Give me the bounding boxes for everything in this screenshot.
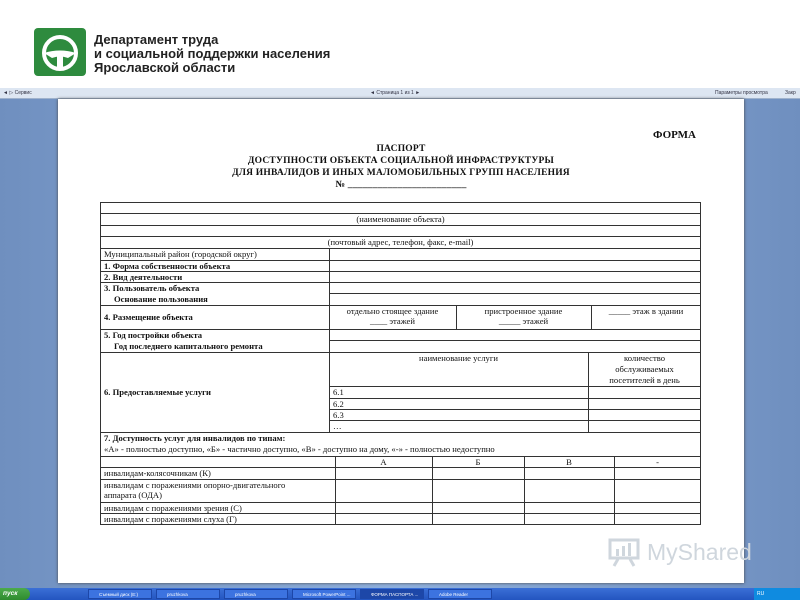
placement-option-attached-floors: _____ этажей	[498, 316, 549, 326]
taskbar-item-adobe-reader[interactable]: Adobe Reader	[428, 589, 492, 599]
start-button[interactable]: пуск	[0, 588, 30, 600]
taskbar-item-removable-disk[interactable]: Съемный диск (E:)	[88, 589, 152, 599]
form-label: ФОРМА	[653, 129, 696, 141]
language-indicator[interactable]: RU	[757, 591, 765, 597]
object-name-caption: (наименование объекта)	[356, 214, 445, 224]
passport-table	[100, 202, 701, 525]
postal-address-caption: (почтовый адрес, телефон, факс, e-mail)	[327, 237, 474, 247]
visitor-count-header-3: посетителей в день	[609, 375, 680, 385]
construction-year-label: 5. Год постройки объекта	[104, 330, 203, 340]
page-indicator: ◄ Страница 1 из 1 ►	[370, 90, 421, 96]
provided-services-label: 6. Предоставляемые услуги	[104, 387, 211, 397]
visitor-count-header-2: обслуживаемых	[615, 364, 674, 374]
view-options-button[interactable]: Параметры просмотра	[715, 90, 768, 96]
org-name-line2: и социальной поддержки населения	[94, 46, 331, 61]
doc-title-2: ДОСТУПНОСТИ ОБЪЕКТА СОЦИАЛЬНОЙ ИНФРАСТРУКТУРЫ	[247, 156, 555, 166]
doc-number-line: № ________________________	[335, 180, 467, 190]
org-name-line3: Ярославской области	[94, 60, 236, 75]
department-logo	[34, 28, 86, 76]
group-musculoskeletal-2: аппарата (ОДА)	[104, 490, 162, 500]
system-tray	[754, 588, 800, 600]
group-wheelchair: инвалидам-колясочникам (К)	[104, 468, 211, 478]
accessibility-section-label: 7. Доступность услуг для инвалидов по типам:	[104, 433, 286, 443]
placement-option-standalone-floors: ____ этажей	[370, 316, 415, 326]
presentation-icon	[607, 537, 641, 567]
service-name-header: наименование услуги	[419, 353, 498, 363]
type-column-v: В	[566, 457, 572, 467]
municipal-district-label: Муниципальный район (городской округ)	[104, 249, 257, 259]
doc-title-3: ДЛЯ ИНВАЛИДОВ И ИНЫХ МАЛОМОБИЛЬНЫХ ГРУПП НАСЕЛЕНИЯ	[232, 168, 570, 178]
type-column-a: А	[380, 457, 387, 467]
taskbar-item-powerpoint[interactable]: Microsoft PowerPoint ...	[292, 589, 356, 599]
placement-option-floor-in-building: _____ этаж в здании	[608, 306, 684, 316]
group-vision: инвалидам с поражениями зрения (С)	[104, 503, 242, 513]
document-page	[58, 99, 744, 583]
placement-option-standalone: отдельно стоящее здание	[346, 306, 439, 316]
type-column-b: Б	[475, 457, 481, 467]
type-column-dash: -	[656, 457, 659, 467]
accessibility-legend: «А» - полностью доступно, «Б» - частично доступно, «В» - доступно на дому, «-» - полностью недоступно	[104, 444, 495, 454]
service-row-3: 6.3	[333, 410, 344, 420]
organization-header	[0, 0, 800, 88]
service-row-1: 6.1	[333, 387, 344, 397]
group-musculoskeletal-1: инвалидам с поражениями опорно-двигательного	[104, 480, 286, 490]
placement-option-attached: пристроенное здание	[484, 306, 563, 316]
activity-type-label: 2. Вид деятельности	[104, 272, 183, 282]
visitor-count-header-1: количество	[623, 353, 666, 363]
org-name-line1: Департамент труда	[94, 32, 219, 47]
group-hearing: инвалидам с поражениями слуха (Г)	[104, 514, 237, 524]
close-button[interactable]: Закр	[785, 90, 796, 96]
taskbar-item-pruzhkova-1[interactable]: pruzhkova	[156, 589, 220, 599]
service-row-ellipsis: …	[333, 421, 342, 431]
object-placement-label: 4. Размещение объекта	[104, 312, 193, 322]
usage-basis-label: Основание пользования	[114, 294, 208, 304]
service-row-2: 6.2	[333, 399, 344, 409]
ownership-form-label: 1. Форма собственности объекта	[104, 261, 231, 271]
taskbar-item-pruzhkova-2[interactable]: pruzhkova	[224, 589, 288, 599]
object-user-label: 3. Пользователь объекта	[104, 283, 200, 293]
doc-title-1: ПАСПОРТ	[376, 144, 426, 154]
watermark	[607, 537, 767, 571]
watermark-text: MyShared	[647, 539, 752, 565]
last-repair-year-label: Год последнего капитального ремонта	[114, 341, 263, 351]
taskbar-item-passport-form[interactable]: ФОРМА ПАСПОРТА ...	[360, 589, 424, 599]
viewer-toolbar	[0, 88, 800, 99]
service-menu[interactable]: ◄ ▷ Сервис	[3, 90, 32, 96]
taskbar	[0, 588, 800, 600]
